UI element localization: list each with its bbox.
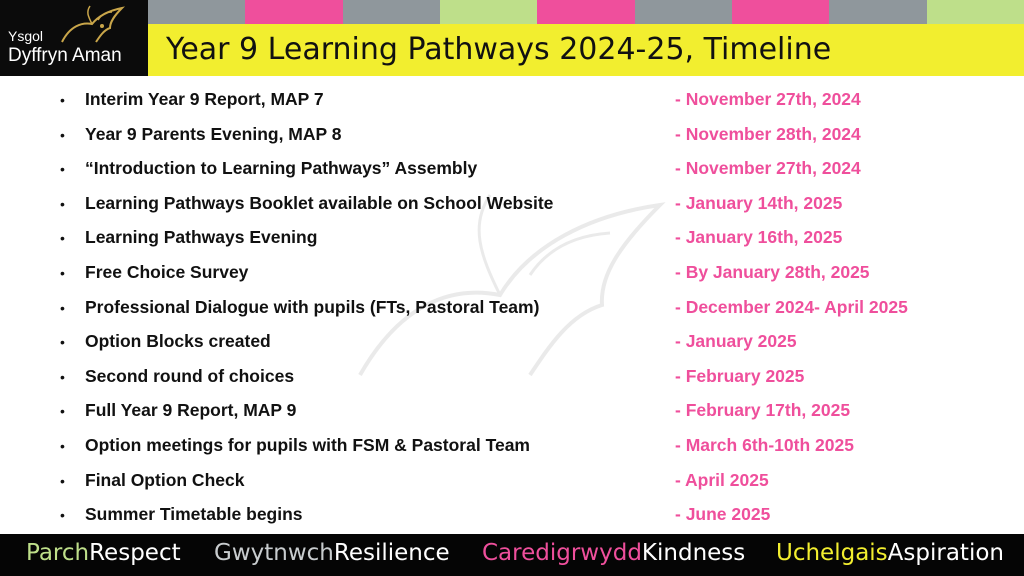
stripe-segment <box>829 0 926 24</box>
bullet-icon: • <box>60 403 65 420</box>
timeline-row <box>0 428 1024 463</box>
value-english: Resilience <box>333 540 450 566</box>
timeline-task: Final Option Check <box>85 469 245 490</box>
value-english: Kindness <box>641 540 746 566</box>
timeline-row <box>0 497 1024 532</box>
title-band <box>148 24 1024 76</box>
bullet-icon: • <box>60 92 65 108</box>
timeline-date: - June 2025 <box>675 504 771 525</box>
bullet-icon: • <box>60 437 65 454</box>
timeline-row <box>0 290 1024 325</box>
timeline-row <box>0 255 1024 290</box>
bullet-icon: • <box>60 368 65 385</box>
stripe-segment <box>343 0 440 24</box>
stripe-segment <box>732 0 829 24</box>
bullet-icon: • <box>60 472 65 489</box>
bullet-icon: • <box>60 264 65 281</box>
timeline-task: Learning Pathways Booklet available on School Website <box>85 192 554 213</box>
stripe-segment <box>635 0 732 24</box>
bullet-icon: • <box>60 195 65 212</box>
timeline-row <box>0 324 1024 359</box>
school-logo <box>0 0 148 76</box>
stripe-segment <box>245 0 342 24</box>
timeline-task: Option Blocks created <box>85 331 271 352</box>
timeline-date: - December 2024- April 2025 <box>675 296 908 317</box>
timeline-row <box>0 117 1024 152</box>
timeline-date: - April 2025 <box>675 469 769 490</box>
stripe-segment <box>927 0 1024 24</box>
stripe-segment <box>148 0 245 24</box>
value-welsh: Uchelgais <box>776 540 888 566</box>
page-title: Year 9 Learning Pathways 2024-25, Timeline <box>166 32 832 67</box>
timeline-date: - January 14th, 2025 <box>675 192 843 213</box>
timeline-date: - February 17th, 2025 <box>675 400 851 421</box>
timeline-task: Option meetings for pupils with FSM & Pastoral Team <box>85 434 530 455</box>
timeline-task: Year 9 Parents Evening, MAP 8 <box>85 123 342 144</box>
timeline-row <box>0 186 1024 221</box>
timeline-row <box>0 82 1024 117</box>
value-welsh: Caredigrwydd <box>482 540 642 566</box>
value-welsh: Gwytnwch <box>214 540 334 566</box>
timeline-task: Professional Dialogue with pupils (FTs, Pastoral Team) <box>85 296 540 317</box>
stripe-segment <box>440 0 537 24</box>
values-footer <box>0 534 1024 576</box>
timeline-date: - January 16th, 2025 <box>675 227 843 248</box>
stripe-segment <box>537 0 634 24</box>
value-item <box>482 540 745 566</box>
timeline-date: - November 28th, 2024 <box>675 123 861 144</box>
bullet-icon: • <box>60 507 65 524</box>
bullet-icon: • <box>60 126 65 143</box>
value-english: Respect <box>89 540 181 566</box>
timeline-row <box>0 463 1024 498</box>
value-item <box>214 540 450 566</box>
color-stripe <box>148 0 1024 24</box>
timeline-task: Free Choice Survey <box>85 261 249 282</box>
timeline-date: - January 2025 <box>675 331 797 352</box>
dragon-logo-icon <box>56 4 126 46</box>
timeline-task: Summer Timetable begins <box>85 504 303 525</box>
timeline-row <box>0 393 1024 428</box>
timeline-task: Full Year 9 Report, MAP 9 <box>85 400 297 421</box>
value-item <box>26 540 181 566</box>
bullet-icon: • <box>60 230 65 247</box>
value-english: Aspiration <box>887 540 1004 566</box>
timeline-row <box>0 151 1024 186</box>
timeline-date: - By January 28th, 2025 <box>675 261 870 282</box>
timeline-date: - February 2025 <box>675 365 805 386</box>
logo-line2: Dyffryn Aman <box>8 45 122 66</box>
timeline-task: Learning Pathways Evening <box>85 227 318 248</box>
timeline-date: - March 6th-10th 2025 <box>675 434 854 455</box>
value-welsh: Parch <box>26 540 90 566</box>
logo-line1: Ysgol <box>8 28 44 44</box>
bullet-icon: • <box>60 334 65 351</box>
timeline-row <box>0 359 1024 394</box>
timeline-task: “Introduction to Learning Pathways” Assembly <box>85 158 478 179</box>
value-item <box>776 540 1004 566</box>
bullet-icon: • <box>60 299 65 316</box>
timeline-list <box>0 82 1024 532</box>
timeline-row <box>0 220 1024 255</box>
timeline-task: Interim Year 9 Report, MAP 7 <box>85 89 324 109</box>
timeline-date: - November 27th, 2024 <box>675 158 861 179</box>
timeline-task: Second round of choices <box>85 365 295 386</box>
bullet-icon: • <box>60 161 65 178</box>
timeline-date: - November 27th, 2024 <box>675 89 861 109</box>
